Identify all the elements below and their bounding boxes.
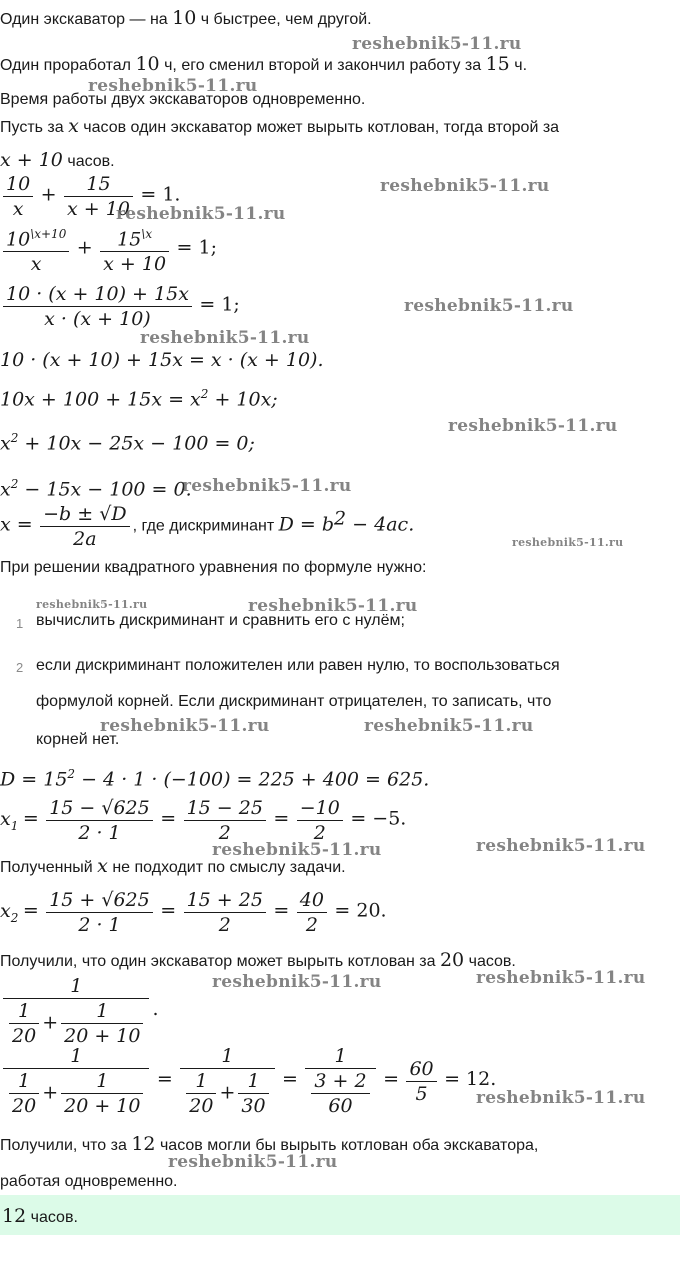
text-segment: Один проработал: [0, 57, 136, 74]
equation-4: 10 · (x + 10) + 15x = x · (x + 10).: [0, 349, 324, 371]
expression: x + 10: [0, 149, 63, 171]
quadratic-formula: x = $\frac{-b \pm √D}{2a}$ , где дискриминант $D = b^2 - 4ac$.: [0, 503, 415, 550]
let-line-2: [0, 150, 115, 172]
text-segment: часов один экскаватор может вырыть котлован, тогда второй за: [78, 119, 560, 136]
equation-5: $10x + 100 + 15x = x^2 + 10x$;: [0, 387, 278, 411]
fraction: $\frac{60}{5}$: [406, 1057, 436, 1106]
text-segment: ч, его сменил второй и закончил работу за: [159, 57, 486, 74]
answer-box: [0, 1195, 680, 1235]
equation-6: $x^2 + 10x - 25x - 100 = 0$;: [0, 431, 255, 455]
text-segment: ч быстрее, чем другой.: [196, 11, 372, 28]
list-number: 1: [16, 616, 24, 631]
watermark: reshebnik5-11.ru: [116, 204, 286, 224]
watermark: reshebnik5-11.ru: [448, 416, 618, 436]
fraction: $\frac{15 - √625}{2 \cdot 1}$: [46, 796, 153, 845]
watermark: reshebnik5-11.ru: [476, 1088, 646, 1108]
answer-text: 12 часов.: [2, 1205, 78, 1227]
list-item-continued: формулой корней. Если дискриминант отрицателен, то записать, что: [36, 693, 552, 710]
equation-3: $\frac{10 \cdot (x + 10) + 15x}{x \cdot (x + 10)}$ = 1;: [0, 282, 240, 331]
text-segment: Один экскаватор — на: [0, 11, 173, 28]
time-calc: 1 $\frac{1}{20}$ + $\frac{1}{20 + 10}$ = 1 $\frac{1}{20}$ + $\frac{1}{30}$ = $\frac{1}{\frac{3 + 2}{60}}$ = $\frac{60}{5}$ = 12.: [0, 1044, 496, 1118]
fraction: $\frac{15^{\backslash x}}{x + 10}$: [100, 222, 169, 276]
list-item: вычислить дискриминант и сравнить его с нулём;: [36, 612, 405, 629]
watermark: reshebnik5-11.ru: [100, 716, 270, 736]
number: 10: [135, 53, 160, 75]
condition-line-3: Время работы двух экскаваторов одновременно.: [0, 91, 366, 108]
watermark: reshebnik5-11.ru: [476, 836, 646, 856]
discriminant-calc: $D = 15^2 - 4 \cdot 1 \cdot (-100) = 225 + 400 = 625$.: [0, 767, 430, 791]
list-number: 2: [16, 660, 24, 675]
equation-7: $x^2 - 15x - 100 = 0$.: [0, 477, 192, 501]
root-x1: $x_1$ = $\frac{15 - √625}{2 \cdot 1}$ = $\frac{15 - 25}{2}$ = $\frac{-10}{2}$ = −5.: [0, 797, 407, 844]
equation-2: $\frac{10^{\backslash x+10}}{x}$ + $\frac{15^{\backslash x}}{x + 10}$ = 1;: [0, 222, 217, 276]
fraction: $\frac{15 + √625}{2 \cdot 1}$: [46, 888, 153, 937]
text-segment: ч.: [509, 57, 528, 74]
root-x2: $x_2$ = $\frac{15 + √625}{2 \cdot 1}$ = $\frac{15 + 25}{2}$ = $\frac{40}{2}$ = 20.: [0, 889, 387, 936]
fraction: $\frac{1}{\frac{3 + 2}{60}}$: [305, 1044, 375, 1118]
watermark: reshebnik5-11.ru: [212, 840, 382, 860]
discriminant-intro: При решении квадратного уравнения по формуле нужно:: [0, 559, 427, 576]
watermark: reshebnik5-11.ru: [140, 328, 310, 348]
number: 15: [485, 53, 510, 75]
fraction: $\frac{10^{\backslash x+10}}{x}$: [3, 222, 69, 276]
fraction: $\frac{10 \cdot (x + 10) + 15x}{x \cdot (x + 10)}$: [3, 282, 192, 331]
fraction: $\frac{10}{x}$: [3, 172, 33, 221]
text-segment: часов.: [62, 153, 115, 170]
fraction: $\frac{40}{2}$: [297, 888, 327, 937]
watermark: reshebnik5-11.ru: [512, 536, 624, 549]
watermark: reshebnik5-11.ru: [248, 596, 418, 616]
equation-1: $\frac{10}{x}$ + $\frac{15}{x + 10}$ = 1.: [0, 172, 180, 221]
let-line: [0, 116, 559, 138]
time-formula: 1 $\frac{1}{20}$ + $\frac{1}{20 + 10}$ .: [0, 974, 159, 1048]
watermark: reshebnik5-11.ru: [476, 968, 646, 988]
number: 10: [172, 7, 197, 29]
fraction: 1 $\frac{1}{20}$ + $\frac{1}{20 + 10}$: [3, 1044, 149, 1118]
list-item-continued: корней нет.: [36, 731, 120, 748]
watermark: reshebnik5-11.ru: [404, 296, 574, 316]
result-line-1: Получили, что один экскаватор может вырыть котлован за 20 часов.: [0, 949, 516, 971]
condition-line-2: [0, 54, 527, 76]
watermark: reshebnik5-11.ru: [36, 598, 148, 611]
result-line-3: работая одновременно.: [0, 1173, 178, 1190]
watermark: reshebnik5-11.ru: [182, 476, 352, 496]
watermark: reshebnik5-11.ru: [380, 176, 550, 196]
fraction: 1 $\frac{1}{20}$ + $\frac{1}{30}$: [180, 1044, 274, 1118]
variable: x: [68, 115, 79, 137]
watermark: reshebnik5-11.ru: [364, 716, 534, 736]
watermark: reshebnik5-11.ru: [168, 1152, 338, 1172]
fraction: 1 $\frac{1}{20}$ + $\frac{1}{20 + 10}$: [3, 974, 149, 1048]
condition-line-1: [0, 8, 372, 30]
watermark: reshebnik5-11.ru: [212, 972, 382, 992]
fraction: $\frac{-10}{2}$: [297, 796, 343, 845]
watermark: reshebnik5-11.ru: [88, 76, 258, 96]
text-segment: Пусть за: [0, 119, 69, 136]
fraction: $\frac{15}{x + 10}$: [64, 172, 133, 221]
list-item: если дискриминант положителен или равен нулю, то воспользоваться: [36, 657, 560, 674]
fraction: $\frac{15 - 25}{2}$: [184, 796, 266, 845]
result-line-2: Получили, что за 12 часов могли бы вырыть котлован оба экскаватора,: [0, 1133, 539, 1155]
watermark: reshebnik5-11.ru: [352, 34, 522, 54]
fraction: $\frac{15 + 25}{2}$: [184, 888, 266, 937]
not-fit-line: Полученный x не подходит по смыслу задачи.: [0, 855, 346, 877]
fraction: $\frac{-b \pm √D}{2a}$: [40, 502, 129, 551]
